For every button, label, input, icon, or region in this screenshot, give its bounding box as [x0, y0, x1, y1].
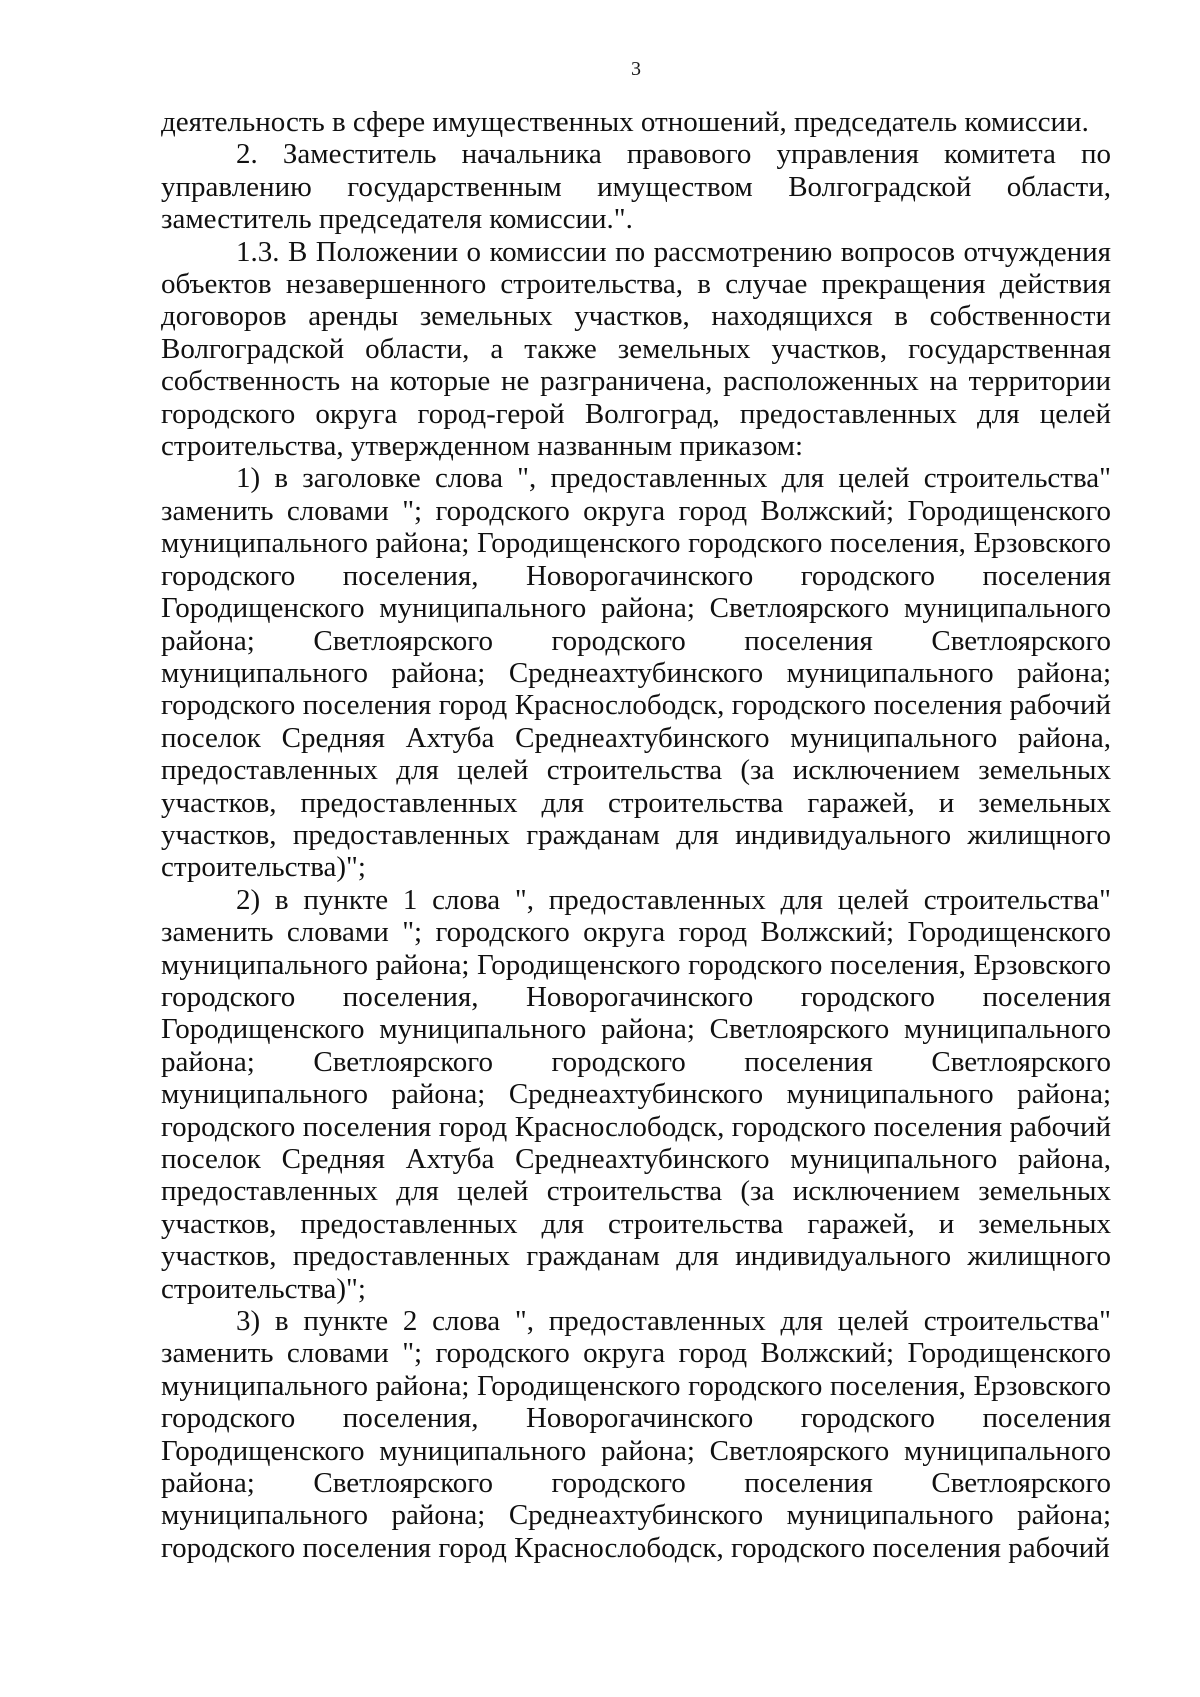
- paragraph-subitem-3: 3) в пункте 2 слова ", предоставленных для целей строительства" заменить словами "; городского округа город Волжский; Городищенского муниципального района; Городищенского городского поселения, Ерзовского городского поселения, Новорогачинского городского поселения Городищенского муниципального района; Светлоярского муниципального района; Светлоярского городского поселения Светлоярского муниципального района; Среднеахтубинского муниципального района; городского поселения город Краснослободск, городского поселения рабочий: [161, 1305, 1111, 1564]
- paragraph-subitem-1: 1) в заголовке слова ", предоставленных для целей строительства" заменить словами "; городского округа город Волжский; Городищенского муниципального района; Городищенского городского поселения, Ерзовского городского поселения, Новорогачинского городского поселения Городищенского муниципального района; Светлоярского муниципального района; Светлоярского городского поселения Светлоярского муниципального района; Среднеахтубинского муниципального района; городского поселения город Краснослободск, городского поселения рабочий поселок Средняя Ахтуба Среднеахтубинского муниципального района, предоставленных для целей строительства (за исключением земельных участков, предоставленных для строительства гаражей, и земельных участков, предоставленных гражданам для индивидуального жилищного строительства)";: [161, 462, 1111, 884]
- page-number: 3: [631, 58, 641, 80]
- paragraph-section-1-3: 1.3. В Положении о комиссии по рассмотрению вопросов отчуждения объектов незавершенного строительства, в случае прекращения действия договоров аренды земельных участков, находящихся в собственности Волгоградской области, а также земельных участков, государственная собственность на которые не разграничена, расположенных на территории городского округа город-герой Волгоград, предоставленных для целей строительства, утвержденном названным приказом:: [161, 235, 1111, 463]
- paragraph-continuation: деятельность в сфере имущественных отношений, председатель комиссии.: [161, 106, 1089, 138]
- document-body: [161, 106, 1111, 1564]
- paragraph-subitem-2: 2) в пункте 1 слова ", предоставленных для целей строительства" заменить словами "; городского округа город Волжский; Городищенского муниципального района; Городищенского городского поселения, Ерзовского городского поселения, Новорогачинского городского поселения Городищенского муниципального района; Светлоярского муниципального района; Светлоярского городского поселения Светлоярского муниципального района; Среднеахтубинского муниципального района; городского поселения город Краснослободск, городского поселения рабочий поселок Средняя Ахтуба Среднеахтубинского муниципального района, предоставленных для целей строительства (за исключением земельных участков, предоставленных для строительства гаражей, и земельных участков, предоставленных гражданам для индивидуального жилищного строительства)";: [161, 883, 1111, 1305]
- paragraph-item-2-deputy: 2. Заместитель начальника правового управления комитета по управлению государственным имуществом Волгоградской области, заместитель председателя комиссии.".: [161, 138, 1111, 236]
